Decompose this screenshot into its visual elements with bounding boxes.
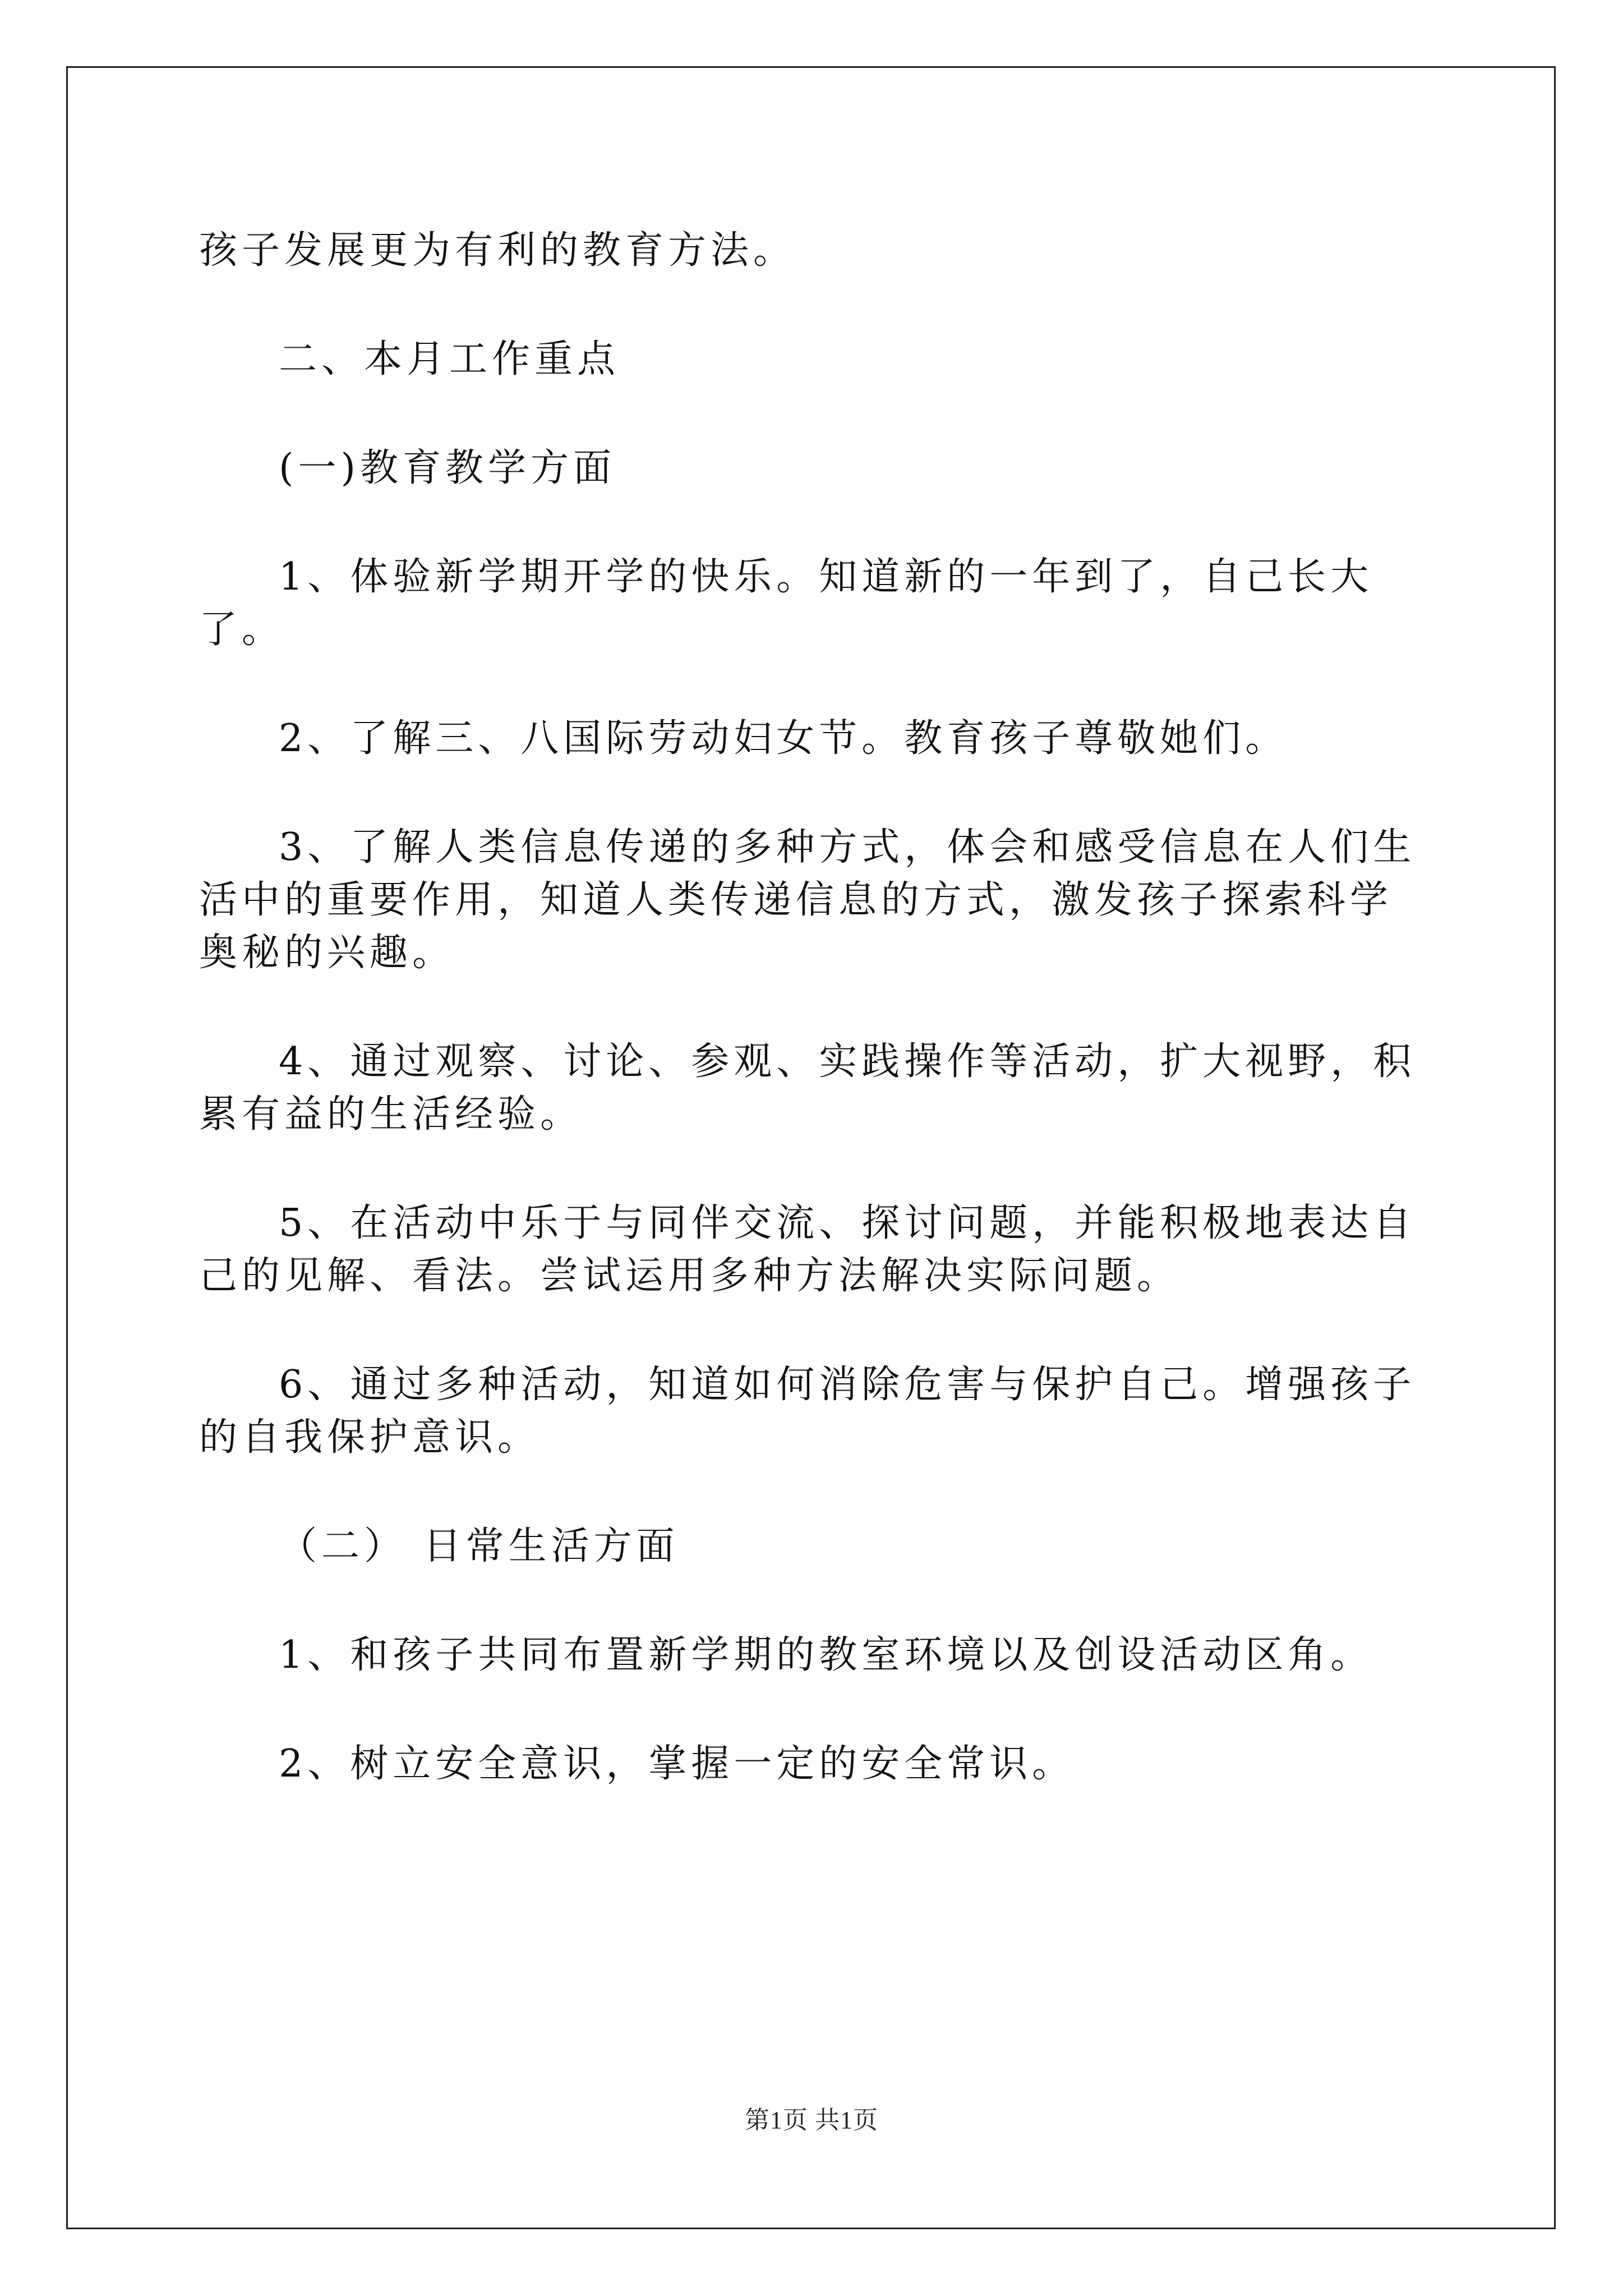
list-item: 6、通过多种活动，知道如何消除危害与保护自己。增强孩子的自我保护意识。 [199, 1363, 1416, 1460]
page-footer: 第1页 共1页 [745, 2106, 878, 2134]
subsection-heading: （二） 日常生活方面 [279, 1524, 679, 1568]
paragraph: 孩子发展更为有利的教育方法。 [199, 228, 796, 273]
list-item: 2、了解三、八国际劳动妇女节。教育孩子尊敬她们。 [279, 716, 1288, 761]
section-heading: 二、本月工作重点 [279, 337, 620, 381]
list-item: 2、树立安全意识，掌握一定的安全常识。 [279, 1742, 1075, 1786]
list-item: 1、和孩子共同布置新学期的教室环境以及创设活动区角。 [279, 1633, 1373, 1677]
document-body [199, 224, 1433, 1847]
list-item: 4、通过观察、讨论、参观、实践操作等活动，扩大视野，积累有益的生活经验。 [199, 1039, 1416, 1137]
list-item: 3、了解人类信息传递的多种方式，体会和感受信息在人们生活中的重要作用，知道人类传递信息的方式，激发孩子探索科学奥秘的兴趣。 [199, 825, 1416, 975]
subsection-heading: (一)教育教学方面 [279, 446, 616, 490]
list-item: 5、在活动中乐于与同伴交流、探讨问题，并能积极地表达自己的见解、看法。尝试运用多种方法解决实际问题。 [199, 1201, 1416, 1298]
list-item: 1、体验新学期开学的快乐。知道新的一年到了，自己长大了。 [199, 555, 1373, 652]
